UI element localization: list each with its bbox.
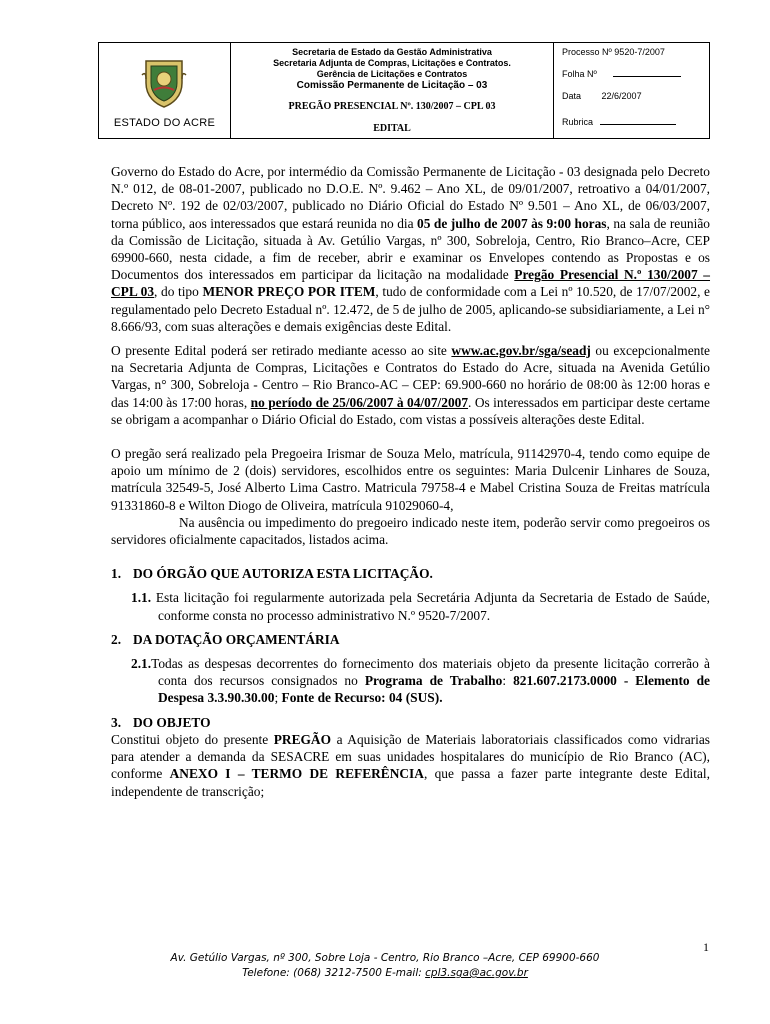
section-2-heading (111, 631, 710, 648)
footer-contact (0, 966, 770, 981)
section-3-number: 3. (111, 714, 122, 730)
edital-availability-paragraph (111, 342, 710, 428)
objeto-text-1: Constitui objeto do presente (111, 731, 274, 747)
availability-text-1: O presente Edital poderá ser retirado mediante acesso ao site (111, 343, 452, 359)
intro-text-3: , do tipo (154, 284, 203, 300)
clause-2-1-colon: : (502, 673, 514, 689)
section-2-title: DA DOTAÇÃO ORÇAMENTÁRIA (133, 631, 340, 647)
clause-1-1 (111, 589, 710, 623)
header-line-1: Secretaria de Estado da Gestão Administrativa (292, 47, 492, 57)
fonte-recurso: Fonte de Recurso: 04 (SUS). (281, 690, 443, 706)
data-value: 22/6/2007 (601, 91, 642, 101)
header-title-cell (231, 43, 554, 138)
header-line-4: Comissão Permanente de Licitação – 03 (296, 80, 488, 91)
folha-field (562, 67, 681, 79)
pregoeira-paragraph: O pregão será realizado pela Pregoeira Irismar de Souza Melo, matrícula, 91142970-4, tendo como equipe de apoio um mínimo de 2 (dois) servidores, escolhidos entre os seguintes: Maria Dulcenir Linhares de Souza, matrícula 32549-5, José Alberto Lima Castro. Matricula 79758-4 e Mabel Cristina Souza de Freitas matrícula 91331860-8 e Wilton Diogo de Oliveira, matrícula 91029060-4, (111, 446, 710, 513)
programa-label: Programa de Trabalho (364, 673, 503, 689)
footer-phone: Telefone: (068) 3212-7500 E-mail: (242, 967, 426, 979)
folha-label: Folha Nº (562, 69, 597, 79)
process-number: Processo Nº 9520-7/2007 (562, 47, 665, 57)
elemento-despesa: 821.607.2173.0000 - Elemento de Despesa 3.3.90.30.00 (158, 673, 710, 706)
meeting-date: 05 de julho de 2007 às 9:00 horas (417, 215, 607, 231)
intro-paragraph (111, 163, 710, 335)
availability-period: no período de 25/06/2007 à 04/07/2007 (250, 394, 469, 410)
seadj-site-link[interactable]: www.ac.gov.br/sga/seadj (451, 343, 591, 359)
header-logo-cell (99, 43, 231, 138)
page-number: 1 (703, 940, 709, 954)
section-3-title: DO OBJETO (133, 714, 211, 730)
clause-2-1-text-1: Todas as despesas decorrentes do fornecimento dos materiais objeto da presente licitação correrão à conta dos recursos consignados no (151, 656, 710, 689)
section-2-number: 2. (111, 631, 122, 647)
substitute-paragraph: Na ausência ou impedimento do pregoeiro indicado neste item, poderão servir como pregoeiros os servidores oficialmente capacitados, listados acima. (111, 514, 710, 548)
clause-2-1 (111, 655, 710, 707)
state-name: ESTADO DO ACRE (113, 117, 216, 129)
objeto-paragraph (111, 731, 710, 800)
folha-blank (613, 67, 681, 77)
document-body (111, 163, 710, 800)
rubrica-label: Rubrica (562, 117, 594, 127)
section-3-heading (111, 714, 710, 731)
objeto-text-2: a Aquisição de Materiais laboratoriais classificados como vidrarias para atender a demanda da SESACRE em suas unidades hospitalares do município de Rio Branco (AC), conforme (111, 731, 710, 782)
availability-text-3: . Os interessados em participar deste certame se obrigam a acompanhar o Diário Oficial do Estado, com vistas a possíveis alterações deste Edital. (111, 394, 710, 427)
intro-text-1: Governo do Estado do Acre, por intermédio da Comissão Permanente de Licitação - 03 designada pelo Decreto N.º 012, de 08-01-2007, publicado no D.O.E. Nº. 9.462 – Ano XL, de 09/01/2007, retroativo a 04/01/2007, Decreto Nº. 192 de 02/03/2007, publicado no Diário Oficial do Estado Nº 9.501 – Ano XL, de 06/03/2007, torna público, aos interessados que estará reunida no dia (111, 164, 710, 231)
header-edital: EDITAL (373, 123, 411, 134)
objeto-text-3: , que passa a fazer parte integrante deste Edital, independente de transcrição; (111, 766, 710, 799)
section-1-title: DO ÓRGÃO QUE AUTORIZA ESTA LICITAÇÃO. (133, 566, 433, 582)
header-process-cell (554, 43, 709, 138)
data-label: Data (562, 91, 582, 101)
header-pregao: PREGÃO PRESENCIAL Nº. 130/2007 – CPL 03 (288, 101, 496, 112)
document-header (98, 42, 710, 139)
section-1-number: 1. (111, 566, 122, 582)
data-field (562, 91, 642, 101)
header-line-2: Secretaria Adjunta de Compras, Licitações e Contratos. (273, 58, 511, 68)
section-1-heading (111, 565, 710, 582)
state-crest-icon (140, 57, 188, 109)
intro-text-4: , tudo de conformidade com a Lei nº 10.520, de 17/07/2002, e regulamentado pelo Decreto Estadual nº. 12.472, de 5 de julho de 2005, aplicando-se subsidiariamente, a Lei n° 8.666/93, com suas alterações e demais exigências deste Edital. (111, 284, 711, 334)
footer-address: Av. Getúlio Vargas, nº 300, Sobre Loja - Centro, Rio Branco –Acre, CEP 69900-660 (170, 952, 600, 964)
anexo-reference: ANEXO I – TERMO DE REFERÊNCIA (169, 766, 424, 782)
clause-1-1-number: 1.1. (131, 590, 152, 606)
objeto-pregao: PREGÃO (273, 731, 332, 747)
pregao-reference: Pregão Presencial N.º 130/2007 – CPL 03 (111, 267, 711, 300)
footer-email-link[interactable]: cpl3.sga@ac.gov.br (425, 967, 528, 979)
intro-text-2: , na sala de reunião da Comissão de Licitação, situada à Av. Getúlio Vargas, nº 300, Sobreloja, Centro, Rio Branco–Acre, CEP 69900-660, nesta cidade, a fim de receber, abrir e examinar os Envelopes contendo as Propostas e os Documentos dos interessados em participar da licitação na modalidade (111, 215, 710, 283)
clause-2-1-semicolon: ; (274, 690, 282, 706)
header-line-3: Gerência de Licitações e Contratos (316, 69, 468, 79)
availability-text-2: ou excepcionalmente na Secretaria Adjunta de Compras, Licitações e Contratos do Estado do Acre, situada na Avenida Getúlio Vargas, n° 300, Sobreloja - Centro – Rio Branco-AC – CEP: 69.900-660 no horário de 08:00 às 12:00 horas e das 14:00 às 17:00 horas, (111, 343, 710, 410)
clause-1-1-text: Esta licitação foi regularmente autorizada pela Secretária Adjunta da Secretaria de Estado de Saúde, conforme consta no processo administrativo N.º 9520-7/2007. (151, 590, 710, 623)
rubrica-field (562, 115, 676, 127)
clause-2-1-number: 2.1. (131, 656, 152, 672)
tipo-menor-preco: MENOR PREÇO POR ITEM (202, 284, 376, 300)
page-footer (0, 951, 770, 981)
rubrica-blank (600, 115, 676, 125)
